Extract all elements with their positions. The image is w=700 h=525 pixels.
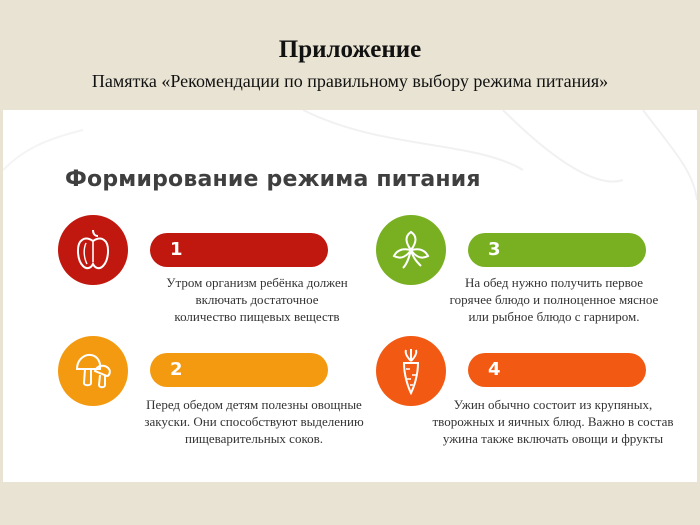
step-2-pill: 2 <box>150 353 328 387</box>
step-1-description <box>121 274 393 325</box>
step-3-pill: 3 <box>468 233 646 267</box>
step-4-text-line: ужина также включать овощи и фрукты <box>442 431 664 446</box>
step-4-text-line: творожных и яичных блюд. Важно в состав <box>432 414 674 429</box>
step-3-text-line: горячее блюдо и полноценное мясное <box>449 292 659 307</box>
carrot-icon <box>389 347 433 395</box>
step-2-description <box>103 396 405 447</box>
step-1-pill: 1 <box>150 233 328 267</box>
basil-icon <box>389 228 433 272</box>
step-3-description <box>423 274 685 325</box>
mushroom-icon <box>71 349 115 393</box>
step-4-text-line: Ужин обычно состоит из крупяных, <box>453 397 653 412</box>
step-4-pill: 4 <box>468 353 646 387</box>
step-1-circle <box>58 215 128 285</box>
step-2-text-line: Перед обедом детям полезны овощные <box>146 397 362 412</box>
step-2-text-line: закуски. Они способствуют выделению <box>144 414 364 429</box>
step-4-description <box>407 396 699 447</box>
slide-header <box>0 0 700 110</box>
step-1-text-line: Утром организм ребёнка должен <box>166 275 348 290</box>
pepper-icon <box>71 226 115 274</box>
step-3-text-line: или рыбное блюдо с гарниром. <box>468 309 640 324</box>
infographic-title: Формирование режима питания <box>65 167 481 192</box>
step-1-text-line: количество пищевых веществ <box>174 309 340 324</box>
step-3-text-line: На обед нужно получить первое <box>464 275 644 290</box>
slide-footer-band <box>0 482 700 525</box>
slide-title: Приложение <box>278 36 422 63</box>
infographic-card <box>3 110 697 482</box>
step-1-text-line: включать достаточное <box>195 292 319 307</box>
slide-subtitle: Памятка «Рекомендации по правильному выбору режима питания» <box>91 71 609 91</box>
step-2-text-line: пищеварительных соков. <box>184 431 323 446</box>
